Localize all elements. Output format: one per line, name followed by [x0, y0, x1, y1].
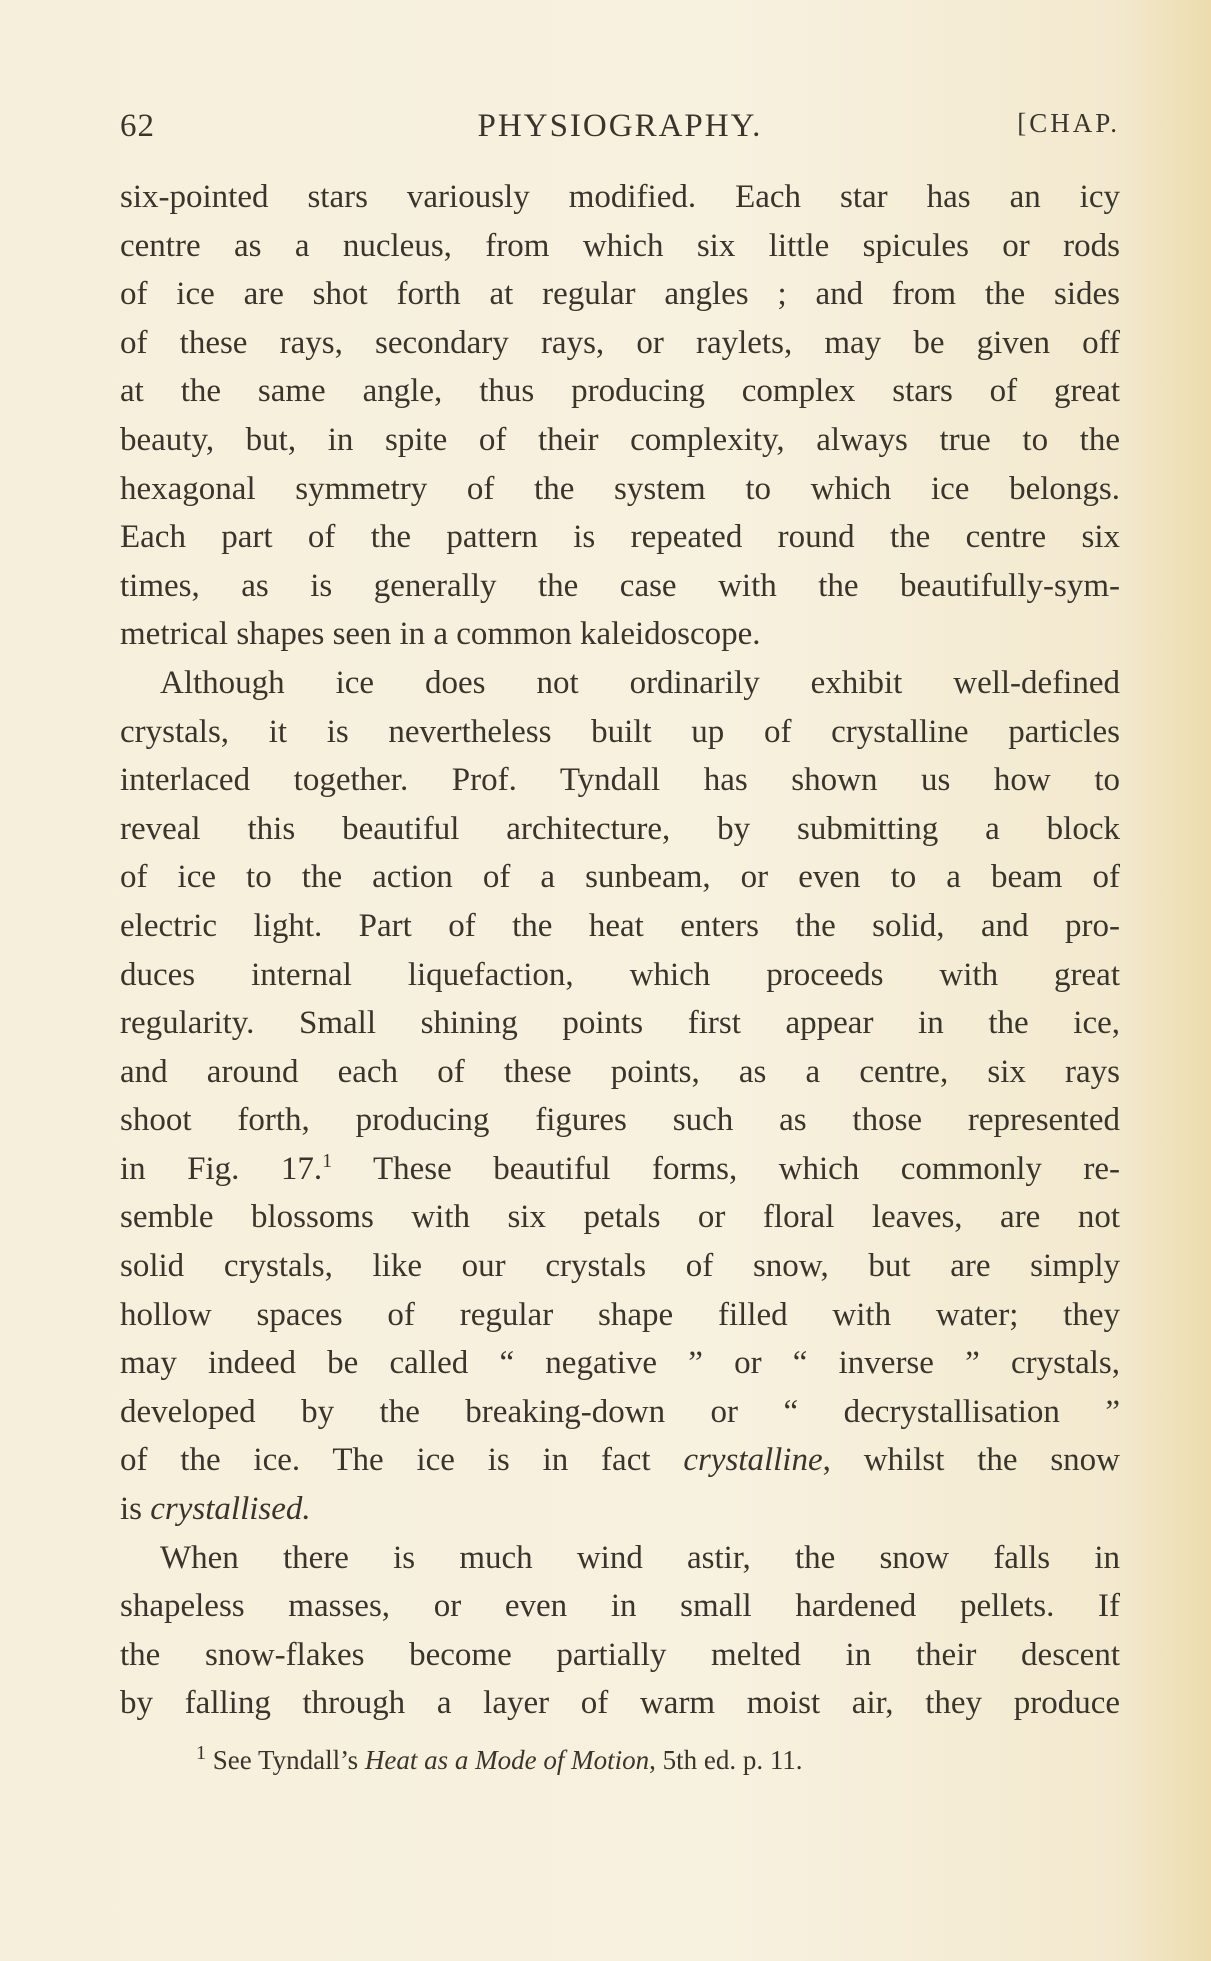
chapter-marker: [CHAP. [1017, 108, 1120, 138]
text-line: interlaced together. Prof. Tyndall has shown us how to [120, 762, 1120, 799]
text-line: the snow-flakes become partially melted in their descent [120, 1636, 1120, 1673]
paragraph-2 [120, 659, 1120, 1534]
text-line: solid crystals, like our crystals of snow, but are simply [120, 1248, 1120, 1285]
text-line: semble blossoms with six petals or floral leaves, are not [120, 1199, 1120, 1236]
text-line: at the same angle, thus producing complex stars of great [120, 373, 1120, 410]
footnote-marker: 1 [196, 1742, 206, 1764]
text-line: developed by the breaking-down or “ decrystallisation ” [120, 1393, 1120, 1430]
text-line: beauty, but, in spite of their complexity, always true to the [120, 421, 1120, 458]
text-line: electric light. Part of the heat enters the solid, and pro- [120, 907, 1120, 944]
italic-term: crystallised. [150, 1491, 311, 1528]
text-line: by falling through a layer of warm moist air, they produce [120, 1685, 1120, 1722]
footnote: $^1$ See Tyndall’s Heat as a Mode of Motion, 5th ed. p. 11. [196, 1742, 803, 1775]
text-line: in Fig. 17.$^1$ These beautiful forms, which commonly re- [120, 1149, 1120, 1187]
body-text [120, 173, 1120, 1728]
text-line: of the ice. The ice is in fact crystalline, whilst the snow [120, 1442, 1120, 1479]
text-line: centre as a nucleus, from which six little spicules or rods [120, 227, 1120, 264]
running-title: PHYSIOGRAPHY. [477, 108, 763, 144]
text-line: regularity. Small shining points first appear in the ice, [120, 1005, 1120, 1042]
italic-term: crystalline [683, 1442, 823, 1479]
text-line: and around each of these points, as a centre, six rays [120, 1053, 1120, 1090]
text-line: reveal this beautiful architecture, by submitting a block [120, 810, 1120, 847]
text-line: times, as is generally the case with the beautifully-sym- [120, 567, 1120, 604]
text-line: metrical shapes seen in a common kaleidoscope. [120, 616, 761, 653]
text-line: of these rays, secondary rays, or raylets, may be given off [120, 324, 1120, 361]
text-line: may indeed be called “ negative ” or “ inverse ” crystals, [120, 1345, 1120, 1382]
text-line: duces internal liquefaction, which proceeds with great [120, 956, 1120, 993]
paragraph-1 [120, 173, 1120, 659]
book-title: Heat as a Mode of Motion [364, 1745, 650, 1775]
text-line: Although ice does not ordinarily exhibit well-defined [160, 664, 1120, 701]
text-line: crystals, it is nevertheless built up of crystalline particles [120, 713, 1120, 750]
text-line: is crystallised. [120, 1491, 311, 1528]
text-line: of ice are shot forth at regular angles ; and from the sides [120, 276, 1120, 313]
text-line: of ice to the action of a sunbeam, or even to a beam of [120, 859, 1120, 896]
text-line: six-pointed stars variously modified. Each star has an icy [120, 179, 1120, 215]
text-line: shapeless masses, or even in small hardened pellets. If [120, 1588, 1120, 1625]
footnote-ref: 1 [322, 1149, 333, 1172]
text-line: shoot forth, producing figures such as those represented [120, 1102, 1120, 1139]
running-header [120, 108, 1120, 148]
page-number: 62 [120, 108, 155, 144]
text-line: When there is much wind astir, the snow falls in [160, 1539, 1120, 1576]
text-line: hollow spaces of regular shape filled with water; they [120, 1296, 1120, 1333]
text-line: hexagonal symmetry of the system to which ice belongs. [120, 470, 1120, 507]
text-line: Each part of the pattern is repeated round the centre six [120, 519, 1120, 556]
paragraph-3 [120, 1534, 1120, 1728]
